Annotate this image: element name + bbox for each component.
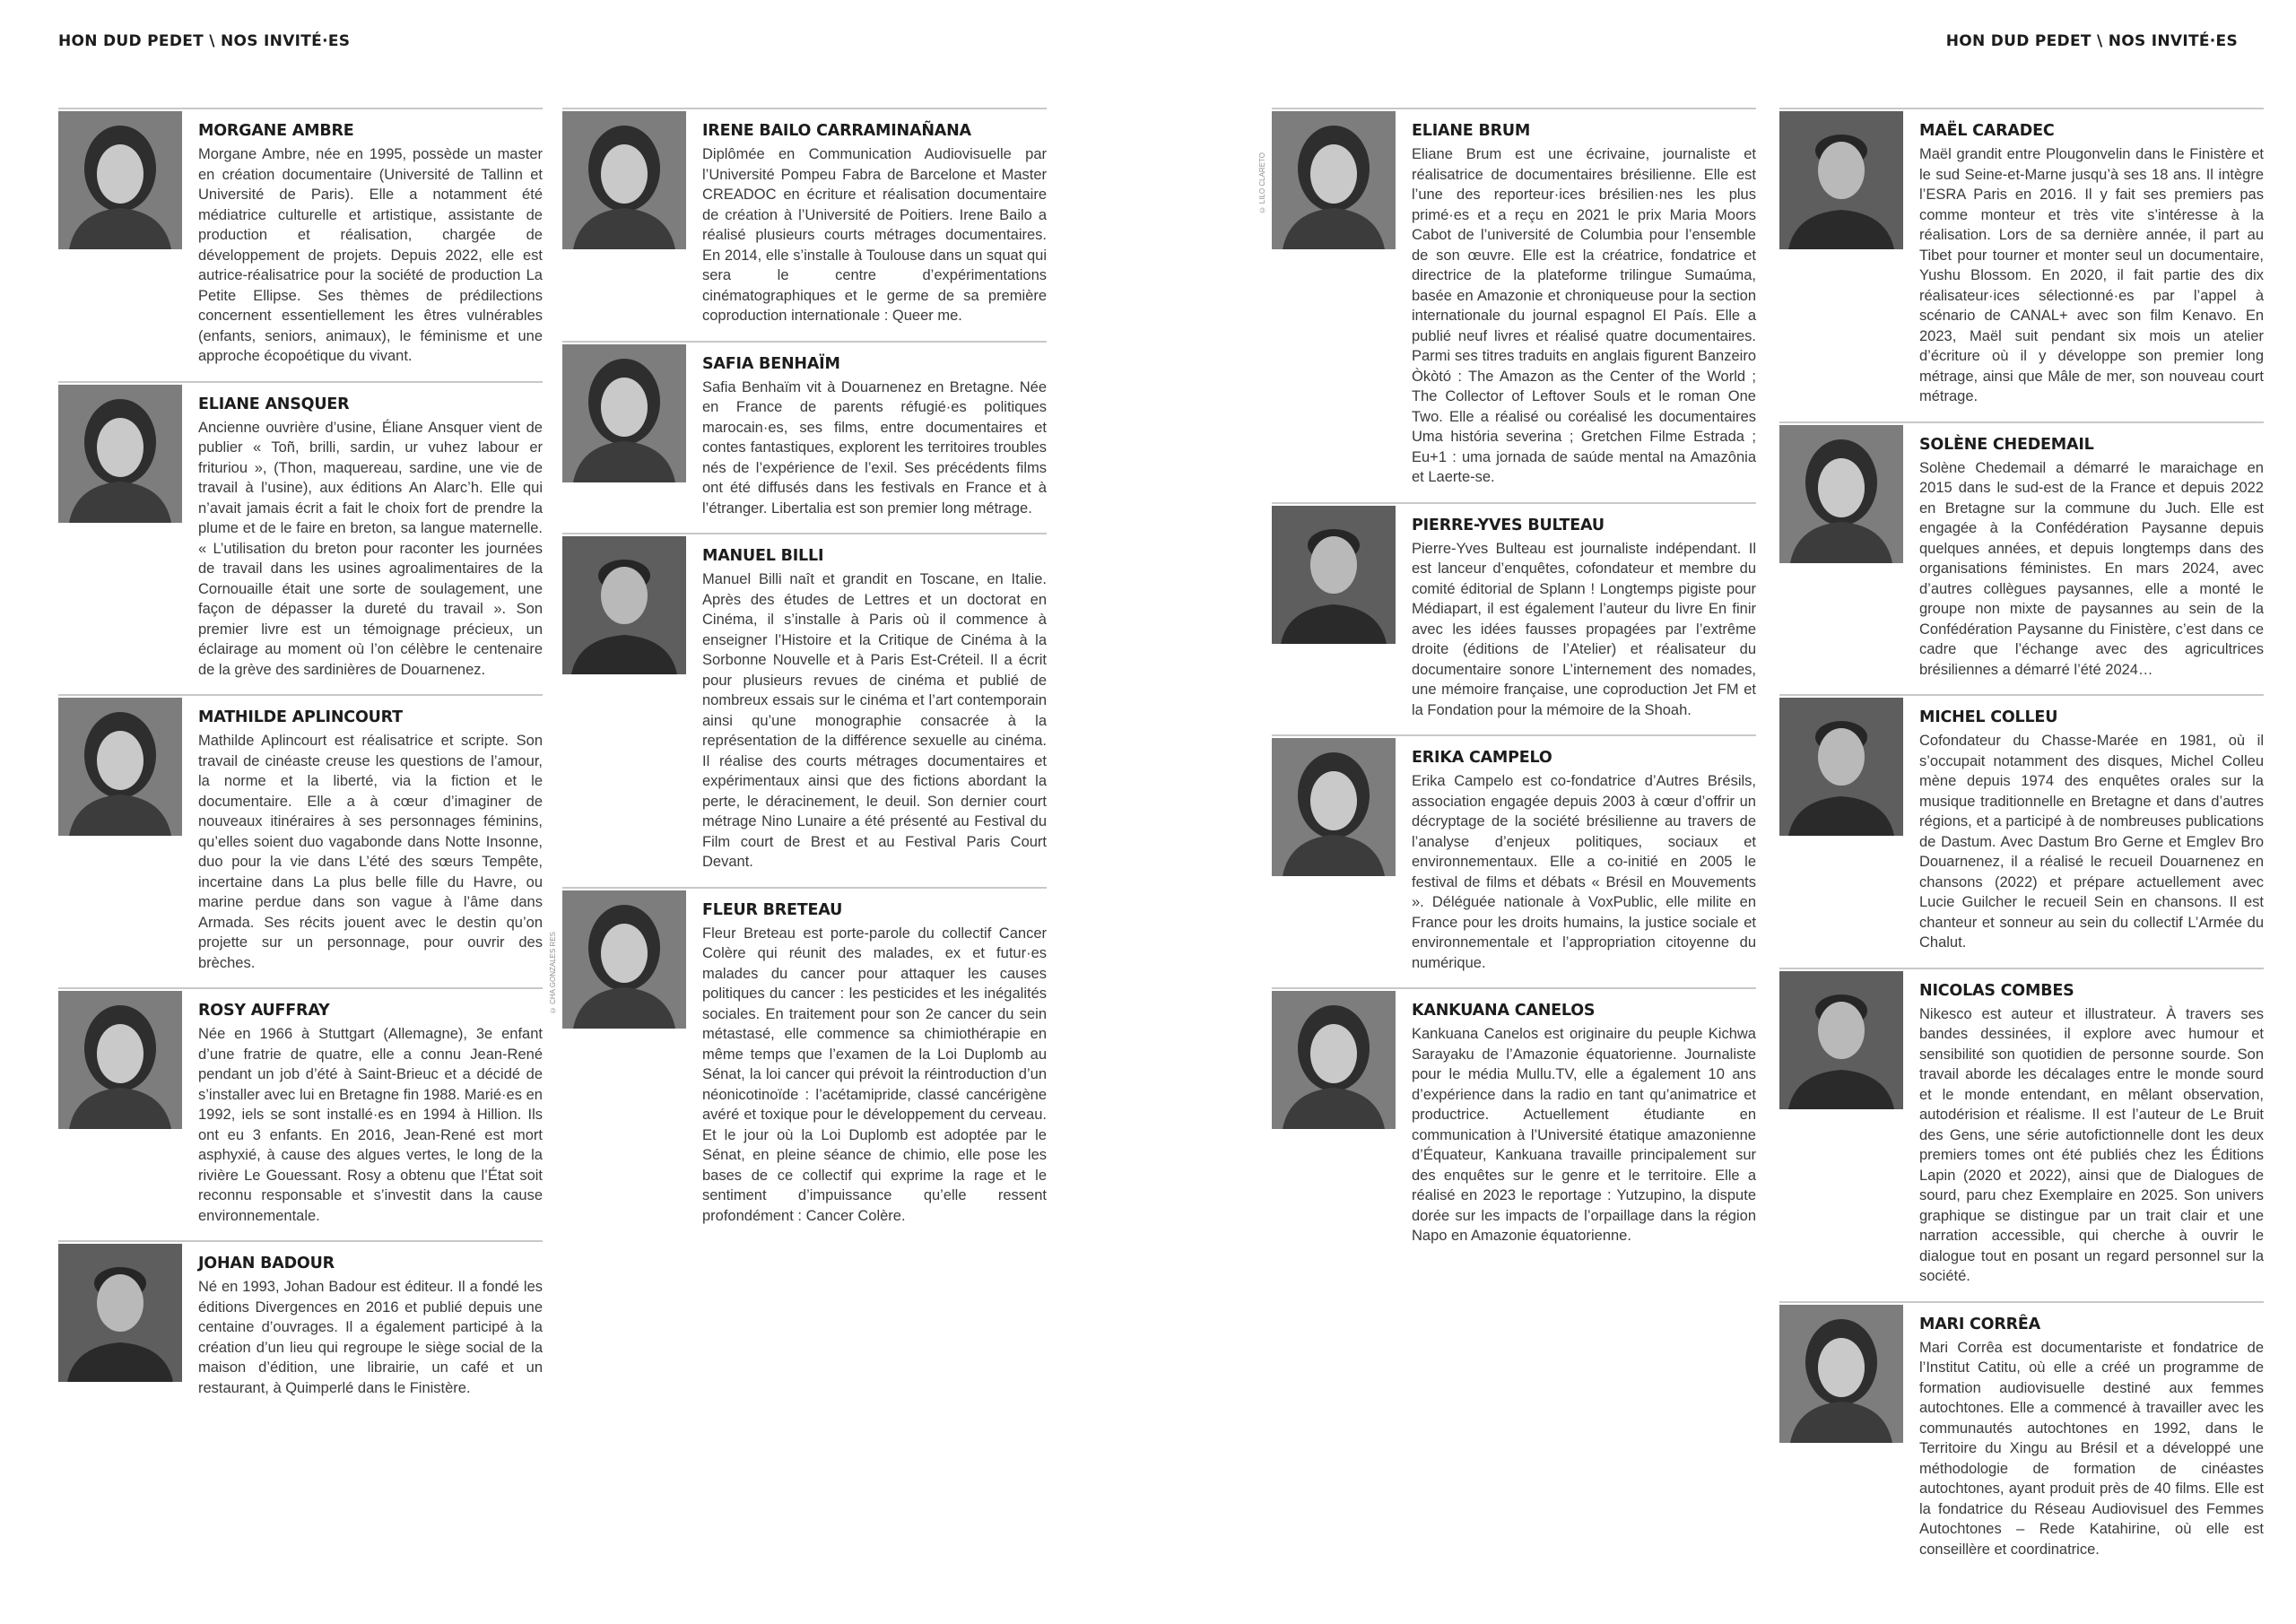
guest-bio: Ancienne ouvrière d’usine, Éliane Ansquer vient de publier « Toñ, brilli, sardin, ur vuhez labour er frituriou », (Thon, maquereau, sardine, une vie de travail à l’usine), aux éditions An Alarc’h. Elle qui n’avait jamais écrit a fait le choix fort de prendre la plume et de le faire en breton, sa langue maternelle. « L’utilisation du breton pour raconter les journées de travail dans les usines agroalimentaires de la Cornouaille était une sorte de soulagement, une façon de dépasser la dureté du travail ». Son premier livre est un témoignage précieux, un éclairage au moment où l’on célèbre le centenaire de la grève des sardinières de Douarnenez.	[198, 419, 543, 678]
guest-bio: Fleur Breteau est porte-parole du collectif Cancer Colère qui réunit des malades, ex et futur·es malades du cancer pour attaquer les causes politiques du cancer : les pesticides et les inégalités sociales. En traitement pour son 2e cancer du sein métastasé, elle commence sa chimiothérapie en même temps que l’examen de la Loi Duplomb au Sénat, la loi cancer qui prévoit la réintroduction d’un néonicotinoïde : l’acétamipride, classé cancérigène avéré et toxique pour le développement du cerveau. Et le jour où la Loi Duplomb est adoptée par le Sénat, en pleine séance de chimio, elle pose les bases de ce collectif qui exprime la rage et le sentiment d’impuissance qu’elle ressent profondément : Cancer Colère.	[702, 925, 1047, 1224]
guest-bio: Nikesco est auteur et illustrateur. À travers ses bandes dessinées, il explore avec humour et sensibilité son quotidien de personne sourde. Son travail aborde les décalages entre le monde sourd et le monde entendant, en mêlant observation, autodérision et réalisme. Il est l’auteur de Le Bruit des Gens, une série autofictionnelle dont les deux premiers tomes ont été publiés chez les Éditions Lapin (2020 et 2022), ainsi que de Dialogues de sourd, paru chez Exemplaire en 2025. Son univers graphique se distingue par un trait clair et une narration accessible, qui cherche à ouvrir le dialogue tout en posant un regard personnel sur la société.	[1919, 1005, 2264, 1284]
guest-photo	[1779, 1305, 1903, 1443]
guest-entry	[562, 341, 1047, 519]
guest-photo	[1779, 698, 1903, 836]
guest-name: MARI CORRÊA	[1919, 1315, 2041, 1333]
guest-bio: Né en 1993, Johan Badour est éditeur. Il a fondé les éditions Divergences en 2016 et publié depuis une centaine d’ouvrages. Il a également participé à la création d’un lieu qui regroupe le siège social de la maison d’édition, une librairie, un café et un restaurant, à Quimperlé dans le Finistère.	[198, 1279, 543, 1396]
guest-photo	[58, 1244, 182, 1382]
guest-name: MANUEL BILLI	[702, 547, 824, 565]
guest-photo	[562, 890, 686, 1029]
guest-entry	[1272, 734, 1756, 973]
guest-entry	[549, 887, 1047, 1227]
guest-bio: Safia Benhaïm vit à Douarnenez en Bretagne. Née en France de parents réfugié·es politiques marocain·es, ses films, entre documentaires et contes fantastiques, explorent les territoires troubles nés de l’expérience de l’exil. Ses précédents films ont été diffusés dans les festivals en France et à l’étranger. Libertalia est son premier long métrage.	[702, 378, 1047, 517]
guest-photo	[1779, 111, 1903, 249]
guest-name: FLEUR BRETEAU	[702, 900, 843, 919]
guest-name: ERIKA CAMPELO	[1412, 749, 1552, 767]
guest-bio: Manuel Billi naît et grandit en Toscane, en Italie. Après des études de Lettres et un doctorat en Cinéma, il s’installe à Paris où il commence à enseigner l’Histoire et la Critique de Cinéma à la Sorbonne Nouvelle et à Paris Est-Créteil. Il a écrit pour plusieurs revues de cinéma et publié de nombreux essais sur le cinéma et l’art contemporain ainsi qu’une monographie consacrée à la représentation de la différence sexuelle au cinéma. Il réalise des courts métrages documentaires et expérimentaux ainsi que des fictions abordant la perte, le déracinement, le deuil. Son dernier court métrage Nino Lunaire a été présenté au Festival du Film court de Brest et au Festival Paris Court Devant.	[702, 571, 1047, 870]
guest-content	[198, 109, 543, 367]
guest-photo	[1272, 991, 1396, 1129]
guest-photo	[1272, 111, 1396, 249]
guest-name: MICHEL COLLEU	[1919, 708, 2058, 726]
column-2	[549, 108, 1047, 1240]
column-3	[1258, 108, 1756, 1261]
guest-name: PIERRE-YVES BULTEAU	[1412, 516, 1605, 534]
guest-name: MORGANE AMBRE	[198, 122, 354, 140]
guest-entry	[1272, 987, 1756, 1246]
guest-photo	[58, 385, 182, 523]
guest-entry	[1779, 421, 2264, 681]
guest-name: ELIANE BRUM	[1412, 122, 1531, 140]
guest-content	[198, 383, 543, 681]
guest-content	[1412, 989, 1756, 1246]
guest-content	[702, 343, 1047, 519]
column-4	[1779, 108, 2264, 1574]
guest-content	[1919, 969, 2264, 1287]
guest-photo	[1272, 506, 1396, 644]
guest-photo	[562, 536, 686, 674]
guest-bio: Solène Chedemail a démarré le maraichage en 2015 dans le sud-est de la France et depuis 2022 en Bretagne sur la commune du Juch. Elle est engagée à la Confédération Paysanne depuis quelques années, et depuis longtemps dans des organisations féministes. En mars 2024, avec d’autres collègues paysannes, elle a monté le groupe non mixte de paysannes au sein de la Confédération Paysanne du Finistère, c’est dans ce cadre que l’échange avec des agricultrices brésiliennes a démarré l’été 2024…	[1919, 459, 2264, 678]
guest-content	[1919, 696, 2264, 953]
guest-content	[702, 534, 1047, 873]
guest-bio: Maël grandit entre Plougonvelin dans le Finistère et le sud Seine-et-Marne jusqu’à ses 18 ans. Il intègre l’ESRA Paris en 2016. Il y fait ses premiers pas comme monteur et très vite s’intéresse à la réalisation. Lors de sa dernière année, il part au Tibet pour tourner et monter seul un documentaire, Yushu Blossom. En 2020, il fait partie des dix réalisateur·ices sélectionné·es par l’appel à scénario de CANAL+ avec son film Kenavo. En 2023, Maël suit pendant six mois un atelier d’écriture où il y développe son premier long métrage, ainsi que Mâle de mer, son nouveau court métrage.	[1919, 146, 2264, 404]
guest-entry	[1779, 968, 2264, 1287]
guest-name: IRENE BAILO CARRAMINAÑANA	[702, 122, 971, 140]
guest-content	[702, 109, 1047, 326]
guest-photo	[58, 698, 182, 836]
guest-bio: Morgane Ambre, née en 1995, possède un master en création documentaire (Université de Tallinn et Université de Paris). Elle a notamment été médiatrice culturelle et artistique, assistante de production et réalisation, chargée de développement de projets. Depuis 2022, elle est autrice-réalisatrice pour la société de production La Petite Ellipse. Ses thèmes de prédilections concernent essentiellement les êtres vulnérables (enfants, seniors, animaux), le féminisme et une approche écopoétique du vivant.	[198, 146, 543, 364]
guest-photo	[58, 991, 182, 1129]
guest-entry	[58, 1240, 543, 1398]
guest-content	[1412, 109, 1756, 488]
guest-content	[1919, 109, 2264, 407]
guest-name: MAËL CARADEC	[1919, 122, 2055, 140]
guest-content	[198, 696, 543, 973]
guest-name: JOHAN BADOUR	[198, 1255, 335, 1272]
guest-name: MATHILDE APLINCOURT	[198, 708, 403, 726]
photo-credit: © CHA GONZALES RES	[549, 931, 557, 1014]
running-head-left: HON DUD PEDET \ NOS INVITÉ·ES	[58, 32, 351, 50]
guest-name: NICOLAS COMBES	[1919, 981, 2074, 1000]
guest-entry	[562, 533, 1047, 873]
guest-bio: Née en 1966 à Stuttgart (Allemagne), 3e enfant d’une fratrie de quatre, elle a connu Jean-René pendant un job d’été à Saint-Brieuc et a décidé de s’installer avec lui en Bretagne fin 1988. Marié·es en 1992, iels se sont installé·es en 1994 à Hillion. Ils ont eu 3 enfants. En 2016, Jean-René est mort asphyxié, à cause des algues vertes, le long de la rivière Le Gouessant. Rosy a obtenu que l’État soit reconnu responsable et s’investit dans la cause environnementale.	[198, 1026, 543, 1224]
guest-content	[1412, 736, 1756, 973]
guest-photo	[58, 111, 182, 249]
guest-entry	[58, 987, 543, 1226]
guest-name: ELIANE ANSQUER	[198, 395, 350, 413]
guest-content	[702, 889, 1047, 1227]
guest-bio: Mathilde Aplincourt est réalisatrice et scripte. Son travail de cinéaste creuse les questions de l’amour, la norme et la liberté, via la fiction et le documentaire. Elle a à cœur d’imaginer de nouveaux itinéraires à ses personnages féminins, qu’elles soient duo vagabonde dans Notte Insonne, duo pour la vie dans L’été des sœurs Tempête, incertaine dans La plus belle fille du Havre, ou marine perdue dans son vague à l’âme dans Armada. Ses récits jouent avec le destin qu’on projette sur un personnage, pour ouvrir des brèches.	[198, 733, 543, 971]
guest-entry	[1272, 502, 1756, 721]
guest-bio: Erika Campelo est co-fondatrice d’Autres Brésils, association engagée depuis 2003 à cœur d’offrir un décryptage de la société brésilienne au travers de l’analyse d’enjeux politiques, sociaux et environnementaux. Elle a co-initié en 2005 le festival de films et débats « Brésil en Mouvements ». Déléguée nationale à VoxPublic, elle milite en France pour les droits humains, la justice sociale et environnementale et l’appropriation citoyenne du numérique.	[1412, 773, 1756, 971]
guest-entry	[58, 381, 543, 681]
guest-bio: Diplômée en Communication Audiovisuelle par l’Université Pompeu Fabra de Barcelone et Master CREADOC en écriture et réalisation documentaire de création à l’Université de Poitiers. Irene Bailo a réalisé plusieurs courts métrages documentaires. En 2014, elle s’installe à Toulouse dans un squat qui sera le centre d’expérimentations cinématographiques et le germe de sa première coproduction internationale : Queer me.	[702, 146, 1047, 324]
guest-entry	[1779, 1301, 2264, 1560]
guest-content	[198, 1242, 543, 1398]
guest-name: ROSY AUFFRAY	[198, 1002, 330, 1020]
guest-bio: Cofondateur du Chasse-Marée en 1981, où il s’occupait notamment des disques, Michel Colleu mène depuis 1974 des enquêtes orales sur la musique traditionnelle en Bretagne et dans d’autres régions, et a participé à de nombreuses publications de Dastum. Avec Dastum Bro Gerne et Emglev Bro Douarnenez, il a réalisé le recueil Douarnenez en chansons (2022) et prépare actuellement avec Lucie Guilcher le recueil Sein en chansons. Il est chanteur et sonneur au sein du collectif L’Armée du Chalut.	[1919, 733, 2264, 951]
photo-credit: © LILO CLARETO	[1258, 152, 1266, 214]
guest-bio: Kankuana Canelos est originaire du peuple Kichwa Sarayaku de l’Amazonie équatorienne. Journaliste pour le média Mullu.TV, elle a également 10 ans d’expérience dans la radio en tant qu’animatrice et productrice. Actuellement étudiante en communication à l’Université étatique amazonienne d’Équateur, Kankuana travaille principalement sur des enquêtes sur le genre et le territoire. Elle a réalisé en 2023 le reportage : Yutzupino, la dispute dorée sur les impacts de l’orpaillage dans la région Napo en Amazonie équatorienne.	[1412, 1026, 1756, 1244]
guest-photo	[1779, 425, 1903, 563]
guest-bio: Mari Corrêa est documentariste et fondatrice de l’Institut Catitu, où elle a créé un programme de formation audiovisuelle destiné aux femmes autochtones. Elle a commencé à travailler avec les communautés autochtones en 1992, dans le Territoire du Xingu au Brésil et a développé une méthodologie de formation de cinéastes autochtones, ayant produit près de 40 films. Elle est la fondatrice du Réseau Audiovisuel des Femmes Autochtones – Rede Katahirine, où elle est conseillère et coordinatrice.	[1919, 1339, 2264, 1558]
guest-entry	[1258, 108, 1756, 488]
guest-name: SOLÈNE CHEDEMAIL	[1919, 435, 2094, 454]
column-1	[58, 108, 543, 1412]
guest-photo	[1779, 971, 1903, 1109]
guest-entry	[1779, 108, 2264, 407]
guest-content	[1919, 423, 2264, 681]
guest-name: SAFIA BENHAÏM	[702, 354, 840, 373]
guest-bio: Pierre-Yves Bulteau est journaliste indépendant. Il est lanceur d’enquêtes, cofondateur et membre du comité éditorial de Splann ! Longtemps pigiste pour Médiapart, il est également l’auteur du livre En finir avec les idées fausses propagées par l’extrême droite (éditions de l’Atelier) et réalisateur du documentaire sonore L’internement des nomades, une mémoire française, une coproduction Jet FM et la Fondation pour la mémoire de la Shoah.	[1412, 540, 1756, 718]
guest-photo	[1272, 738, 1396, 876]
guest-entry	[58, 108, 543, 367]
guest-entry	[58, 694, 543, 973]
guest-photo	[562, 344, 686, 482]
running-head-right: HON DUD PEDET \ NOS INVITÉ·ES	[1945, 32, 2238, 50]
guest-bio: Eliane Brum est une écrivaine, journaliste et réalisatrice de documentaires brésilienne. Elle est l’une des reporteur·ices brésilien·nes les plus primé·es et a reçu en 2021 le prix Maria Moors Cabot de l’université de Columbia pour l’ensemble de son œuvre. Elle est la créatrice, fondatrice et directrice de la plateforme trilingue Sumaúma, basée en Amazonie et chroniqueuse pour la section internationale du journal espagnol El País. Elle a publié neuf livres et réalisé quatre documentaires. Parmi ses titres traduits en anglais figurent Banzeiro Òkòtó : The Amazon as the Center of the World ; The Collector of Leftover Souls et le roman One Two. Elle a réalisé ou coréalisé les documentaires Uma história severina ; Gretchen Filme Estrada ; Eu+1 : uma jornada de saúde mental na Amazônia et Laerte-se.	[1412, 146, 1756, 485]
guest-entry	[562, 108, 1047, 326]
guest-content	[198, 989, 543, 1226]
guest-entry	[1779, 694, 2264, 953]
guest-content	[1919, 1303, 2264, 1560]
guest-name: KANKUANA CANELOS	[1412, 1002, 1596, 1020]
guest-photo	[562, 111, 686, 249]
guest-content	[1412, 504, 1756, 721]
